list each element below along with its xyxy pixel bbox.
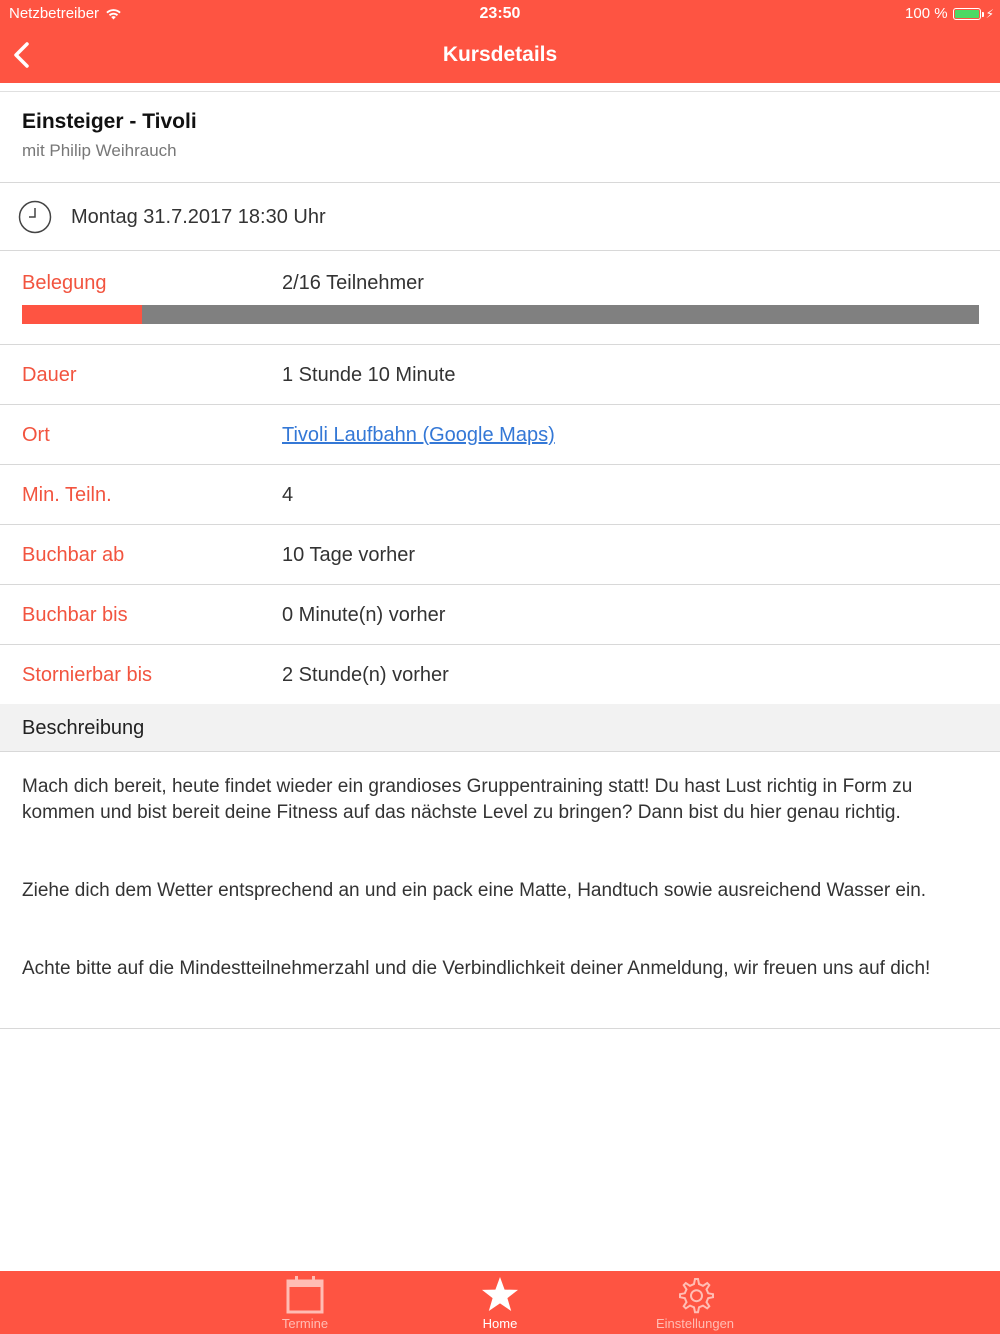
carrier-name: Netzbetreiber [9, 5, 100, 22]
min-participants-label: Min. Teiln. [22, 484, 112, 506]
date-row [0, 183, 1000, 251]
location-maps-link[interactable]: Tivoli Laufbahn (Google Maps) [282, 424, 555, 446]
nav-bar [0, 28, 1000, 83]
clock-icon [18, 200, 52, 234]
description-body [0, 752, 1000, 1029]
course-header [0, 91, 1000, 183]
page-title: Kursdetails [442, 43, 558, 66]
detail-row-duration [0, 345, 1000, 405]
course-title: Einsteiger - Tivoli [22, 110, 197, 133]
cancellable-until-label: Stornierbar bis [22, 664, 153, 686]
occupancy-row [0, 251, 1000, 345]
gear-icon [675, 1275, 715, 1315]
status-time: 23:50 [479, 5, 521, 22]
occupancy-progress-fill [22, 305, 142, 324]
duration-label: Dauer [22, 364, 77, 386]
duration-value: 1 Stunde 10 Minute [282, 364, 456, 386]
status-bar [0, 0, 1000, 28]
tab-termine[interactable] [215, 1271, 395, 1334]
tab-einstellungen[interactable] [605, 1271, 785, 1334]
bookable-until-label: Buchbar bis [22, 604, 128, 626]
bookable-from-label: Buchbar ab [22, 544, 125, 566]
tab-label: Home [482, 1316, 518, 1331]
course-details [0, 83, 1000, 1271]
calendar-icon [285, 1275, 325, 1315]
description-header [0, 704, 1000, 752]
location-label: Ort [22, 424, 50, 446]
description-paragraph: Mach dich bereit, heute findet wieder ein grandioses Gruppentraining statt! Du hast Lust richtig in Form zu kommen und bist bereit deine Fitness auf das nächste Level zu bringen? Dann bist du hier genau richtig. [22, 776, 913, 823]
battery-icon [953, 8, 981, 20]
min-participants-value: 4 [282, 484, 294, 506]
course-trainer: mit Philip Weihrauch [22, 141, 177, 160]
tab-home[interactable] [410, 1271, 590, 1334]
course-datetime: Montag 31.7.2017 18:30 Uhr [71, 206, 326, 228]
star-icon [480, 1275, 520, 1315]
detail-row-location [0, 405, 1000, 465]
charging-bolt-icon: ⚡ [985, 6, 994, 21]
description-paragraph: Ziehe dich dem Wetter entsprechend an und ein pack eine Matte, Handtuch sowie ausreichend Wasser ein. [22, 880, 927, 901]
cancellable-until-value: 2 Stunde(n) vorher [282, 664, 449, 686]
detail-row-bookable-until [0, 585, 1000, 645]
detail-row-cancellable-until [0, 645, 1000, 705]
battery-status [905, 5, 994, 22]
tab-bar [0, 1271, 1000, 1334]
description-paragraph: Achte bitte auf die Mindestteilnehmerzahl und die Verbindlichkeit deiner Anmeldung, wir freuen uns auf dich! [22, 958, 931, 979]
description-title: Beschreibung [22, 717, 145, 739]
tab-label: Termine [281, 1316, 329, 1331]
header [0, 0, 1000, 83]
detail-row-min-participants [0, 465, 1000, 525]
bookable-until-value: 0 Minute(n) vorher [282, 604, 446, 626]
bookable-from-value: 10 Tage vorher [282, 544, 416, 566]
occupancy-label: Belegung [22, 272, 107, 294]
occupancy-progress-bar [22, 305, 979, 324]
occupancy-value: 2/16 Teilnehmer [282, 272, 424, 294]
battery-percent: 100 % [905, 5, 948, 22]
tab-label: Einstellungen [655, 1316, 735, 1331]
detail-row-bookable-from [0, 525, 1000, 585]
